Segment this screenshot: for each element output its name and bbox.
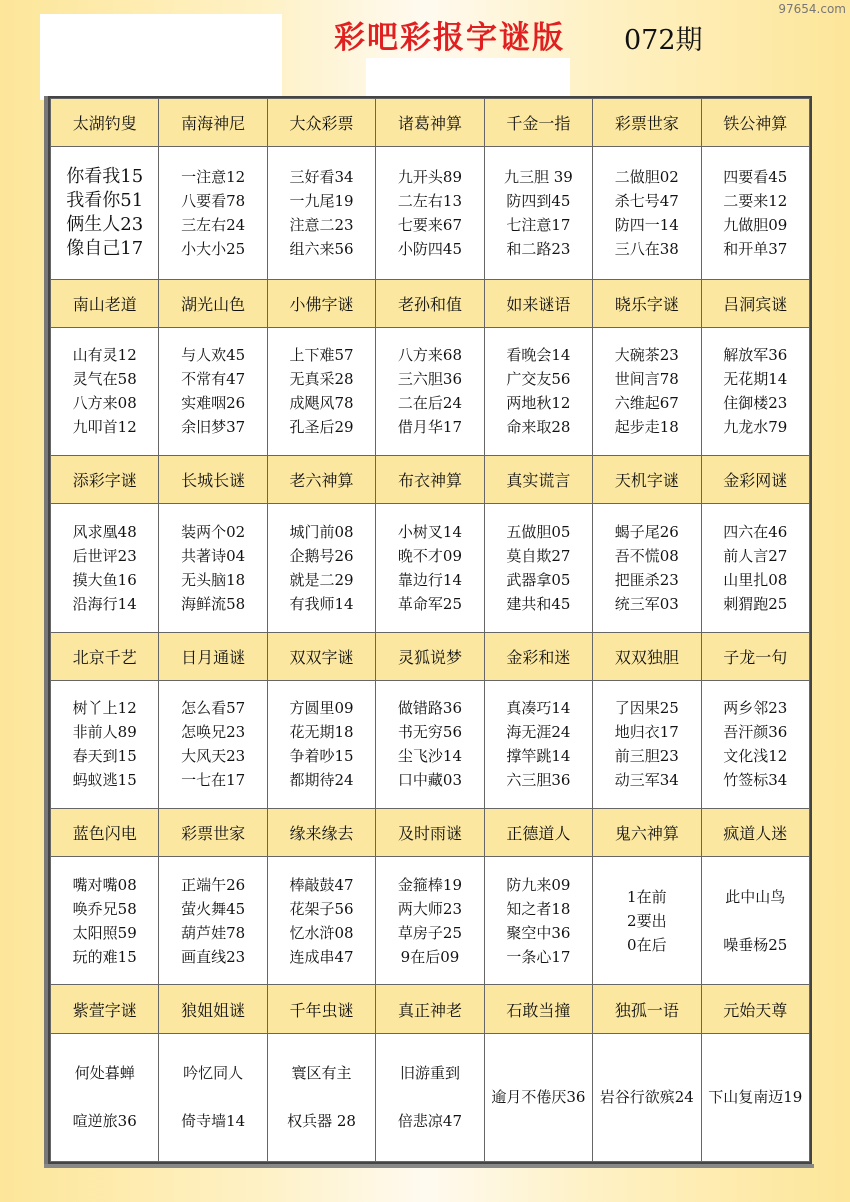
riddle-line: 前人言27	[723, 546, 788, 565]
column-author-name: 双双字谜	[267, 632, 375, 680]
column-author-name: 小佛字谜	[267, 279, 375, 327]
blank-panel-left	[40, 14, 282, 100]
riddle-line: 怎唤兄23	[181, 723, 246, 742]
riddle-cell	[593, 857, 701, 985]
riddle-cell	[701, 147, 809, 279]
riddle-line: 口中藏03	[397, 771, 463, 790]
riddle-line: 下山复南迈19	[708, 1088, 803, 1107]
riddle-line: 草房子25	[397, 923, 463, 942]
riddle-table-frame	[48, 96, 812, 1164]
riddle-table	[50, 98, 810, 1162]
header-row	[51, 279, 810, 327]
riddle-line: 城门前08	[289, 522, 354, 541]
riddle-line: 无头脑18	[181, 570, 246, 589]
site-watermark: 97654.com	[778, 2, 846, 16]
riddle-line: 倚寺墙14	[181, 1112, 246, 1131]
column-author-name: 缘来缘去	[267, 808, 375, 856]
riddle-line: 尘飞沙14	[397, 747, 463, 766]
riddle-line: 春天到15	[72, 747, 137, 766]
riddle-cell	[159, 504, 267, 632]
riddle-line: 何处暮蝉	[74, 1064, 135, 1083]
riddle-line: 小大小25	[181, 239, 246, 258]
riddle-line: 寰区有主	[291, 1064, 352, 1083]
riddle-line: 萤火舞45	[181, 899, 246, 918]
riddle-line: 我看你51	[66, 189, 144, 211]
column-author-name: 添彩字谜	[51, 456, 159, 504]
riddle-cell	[593, 504, 701, 632]
column-author-name: 元始天尊	[701, 985, 809, 1033]
riddle-line: 革命军25	[397, 594, 463, 613]
riddle-line: 八要看78	[181, 191, 246, 210]
riddle-cell	[376, 147, 484, 279]
riddle-line: 后世评23	[72, 546, 137, 565]
riddle-line: 二做胆02	[614, 167, 679, 186]
riddle-line: 吾不慌08	[614, 546, 679, 565]
column-author-name: 布衣神算	[376, 456, 484, 504]
riddle-line: 岩谷行欲殡24	[599, 1088, 694, 1107]
riddle-line: 看晚会14	[506, 346, 571, 365]
riddle-line: 9在后09	[400, 947, 460, 966]
riddle-row	[51, 327, 810, 455]
column-author-name: 石敢当撞	[484, 985, 592, 1033]
riddle-row	[51, 504, 810, 632]
riddle-line: 山里扎08	[723, 570, 788, 589]
column-author-name: 千年虫谜	[267, 985, 375, 1033]
riddle-line: 连成串47	[289, 947, 354, 966]
riddle-line: 起步走18	[614, 418, 679, 437]
riddle-line: 知之者18	[506, 899, 571, 918]
riddle-cell	[484, 327, 592, 455]
riddle-line: 六维起67	[614, 394, 679, 413]
riddle-cell	[376, 504, 484, 632]
column-author-name: 正德道人	[484, 808, 592, 856]
riddle-line: 九做胆09	[723, 215, 788, 234]
table-shadow-bottom	[44, 1164, 814, 1168]
riddle-line: 地归衣17	[614, 723, 679, 742]
riddle-cell	[701, 1033, 809, 1161]
riddle-line: 杀七号47	[614, 191, 679, 210]
riddle-line: 一七在17	[181, 771, 246, 790]
riddle-line: 八方来08	[72, 394, 137, 413]
riddle-row	[51, 1033, 810, 1161]
riddle-line: 统三军03	[614, 594, 679, 613]
riddle-cell	[593, 327, 701, 455]
riddle-line: 喧逆旅36	[72, 1112, 137, 1131]
riddle-cell	[701, 680, 809, 808]
column-author-name: 金彩网谜	[701, 456, 809, 504]
column-author-name: 真实谎言	[484, 456, 592, 504]
page-title: 彩吧彩报字谜版	[334, 20, 565, 56]
riddle-line: 武器拿05	[506, 570, 571, 589]
riddle-cell	[267, 680, 375, 808]
riddle-cell	[593, 1033, 701, 1161]
riddle-line: 吾汗颜36	[723, 723, 788, 742]
riddle-cell	[51, 1033, 159, 1161]
riddle-cell	[701, 327, 809, 455]
riddle-line: 刺猬跑25	[723, 594, 788, 613]
riddle-line: 七注意17	[506, 215, 571, 234]
riddle-line: 防九来09	[506, 875, 571, 894]
riddle-line: 广交友56	[506, 370, 571, 389]
column-author-name: 及时雨谜	[376, 808, 484, 856]
riddle-line: 无花期14	[723, 370, 788, 389]
riddle-cell	[267, 857, 375, 985]
column-author-name: 如来谜语	[484, 279, 592, 327]
riddle-cell	[159, 857, 267, 985]
line-gap	[376, 1085, 483, 1109]
riddle-line: 装两个02	[181, 522, 246, 541]
riddle-line: 余旧梦37	[181, 418, 246, 437]
riddle-line: 葫芦娃78	[181, 923, 246, 942]
issue-number: 072期	[624, 25, 703, 56]
riddle-line: 解放军36	[723, 346, 788, 365]
riddle-line: 与人欢45	[181, 346, 246, 365]
riddle-line: 沿海行14	[72, 594, 137, 613]
riddle-line: 防四到45	[506, 191, 571, 210]
column-author-name: 真正神老	[376, 985, 484, 1033]
column-author-name: 吕洞宾谜	[701, 279, 809, 327]
column-author-name: 日月通谜	[159, 632, 267, 680]
column-author-name: 诸葛神算	[376, 99, 484, 147]
riddle-line: 二在后24	[397, 394, 463, 413]
column-author-name: 湖光山色	[159, 279, 267, 327]
riddle-cell	[376, 680, 484, 808]
riddle-line: 海无涯24	[506, 723, 571, 742]
riddle-line: 非前人89	[72, 723, 137, 742]
riddle-line: 住御楼23	[723, 394, 788, 413]
riddle-line: 九龙水79	[723, 418, 788, 437]
riddle-line: 了因果25	[614, 699, 679, 718]
riddle-cell	[267, 1033, 375, 1161]
riddle-line: 0在后	[627, 935, 667, 954]
riddle-line: 此中山鸟	[725, 887, 786, 906]
column-author-name: 北京千艺	[51, 632, 159, 680]
riddle-line: 不常有47	[181, 370, 246, 389]
riddle-line: 做错路36	[397, 699, 463, 718]
riddle-line: 怎么看57	[181, 699, 246, 718]
riddle-line: 四六在46	[723, 522, 788, 541]
riddle-line: 吟忆同人	[183, 1064, 244, 1083]
riddle-line: 太阳照59	[72, 923, 137, 942]
riddle-row	[51, 680, 810, 808]
riddle-cell	[267, 504, 375, 632]
riddle-line: 你看我15	[66, 165, 144, 187]
riddle-line: 九叩首12	[72, 418, 137, 437]
riddle-line: 小防四45	[397, 239, 463, 258]
riddle-line: 防四一14	[614, 215, 679, 234]
riddle-line: 两地秋12	[506, 394, 571, 413]
column-author-name: 子龙一句	[701, 632, 809, 680]
riddle-cell	[51, 147, 159, 279]
riddle-cell	[376, 327, 484, 455]
column-author-name: 彩票世家	[593, 99, 701, 147]
column-author-name: 老六神算	[267, 456, 375, 504]
riddle-line: 权兵器 28	[287, 1112, 356, 1131]
riddle-line: 三好看34	[289, 167, 354, 186]
riddle-cell	[51, 680, 159, 808]
column-author-name: 大众彩票	[267, 99, 375, 147]
column-author-name: 紫萱字谜	[51, 985, 159, 1033]
riddle-line: 一九尾19	[289, 191, 354, 210]
riddle-line: 忆水浒08	[289, 923, 354, 942]
riddle-line: 逾月不倦厌36	[491, 1088, 586, 1107]
riddle-cell	[51, 504, 159, 632]
column-author-name: 狼姐姐谜	[159, 985, 267, 1033]
riddle-line: 四要看45	[723, 167, 788, 186]
riddle-line: 争着吵15	[289, 747, 354, 766]
header-row	[51, 985, 810, 1033]
riddle-line: 把匪杀23	[614, 570, 679, 589]
riddle-cell	[484, 680, 592, 808]
riddle-line: 前三胆23	[614, 747, 679, 766]
riddle-line: 八方来68	[397, 346, 463, 365]
riddle-cell	[267, 147, 375, 279]
riddle-line: 花架子56	[289, 899, 354, 918]
riddle-line: 和二路23	[506, 239, 571, 258]
line-gap	[159, 1085, 266, 1109]
riddle-line: 嘴对嘴08	[72, 875, 137, 894]
riddle-line: 2要出	[627, 911, 667, 930]
riddle-line: 大风天23	[181, 747, 246, 766]
riddle-row	[51, 147, 810, 279]
riddle-line: 俩生人23	[66, 213, 144, 235]
riddle-line: 像自己17	[66, 237, 144, 259]
header-row	[51, 808, 810, 856]
riddle-cell	[159, 680, 267, 808]
column-author-name: 千金一指	[484, 99, 592, 147]
column-author-name: 独孤一语	[593, 985, 701, 1033]
riddle-line: 两大师23	[397, 899, 463, 918]
riddle-line: 晚不才09	[397, 546, 463, 565]
riddle-line: 山有灵12	[72, 346, 137, 365]
riddle-cell	[159, 147, 267, 279]
riddle-line: 1在前	[627, 887, 667, 906]
riddle-line: 倍悲凉47	[397, 1112, 463, 1131]
column-author-name: 蓝色闪电	[51, 808, 159, 856]
riddle-cell	[51, 327, 159, 455]
column-author-name: 南海神尼	[159, 99, 267, 147]
riddle-line: 成飓风78	[289, 394, 354, 413]
column-author-name: 金彩和迷	[484, 632, 592, 680]
riddle-line: 唤乔兄58	[72, 899, 137, 918]
riddle-line: 九三胆 39	[503, 167, 573, 186]
riddle-cell	[593, 680, 701, 808]
riddle-cell	[159, 1033, 267, 1161]
column-author-name: 双双独胆	[593, 632, 701, 680]
riddle-cell	[593, 147, 701, 279]
riddle-line: 大碗茶23	[614, 346, 679, 365]
riddle-line: 真凑巧14	[506, 699, 571, 718]
riddle-line: 三左右24	[181, 215, 246, 234]
riddle-line: 正端午26	[181, 875, 246, 894]
header-row	[51, 99, 810, 147]
blank-panel-middle	[366, 58, 570, 100]
column-author-name: 天机字谜	[593, 456, 701, 504]
riddle-cell	[484, 147, 592, 279]
riddle-line: 世间言78	[614, 370, 679, 389]
header-row	[51, 632, 810, 680]
riddle-line: 棒敲鼓47	[289, 875, 354, 894]
riddle-line: 聚空中36	[506, 923, 571, 942]
riddle-cell	[51, 857, 159, 985]
riddle-line: 六三胆36	[506, 771, 571, 790]
riddle-line: 方圆里09	[289, 699, 354, 718]
riddle-cell	[376, 1033, 484, 1161]
riddle-line: 一注意12	[181, 167, 246, 186]
column-author-name: 灵狐说梦	[376, 632, 484, 680]
riddle-cell	[701, 504, 809, 632]
riddle-row	[51, 857, 810, 985]
riddle-line: 金箍棒19	[397, 875, 463, 894]
riddle-line: 九开头89	[397, 167, 463, 186]
riddle-line: 灵气在58	[72, 370, 137, 389]
riddle-line: 树丫上12	[72, 699, 137, 718]
riddle-line: 组六来56	[289, 239, 354, 258]
riddle-line: 二左右13	[397, 191, 463, 210]
column-author-name: 铁公神算	[701, 99, 809, 147]
line-gap	[702, 909, 809, 933]
riddle-line: 共著诗04	[181, 546, 246, 565]
column-author-name: 长城长谜	[159, 456, 267, 504]
column-author-name: 太湖钓叟	[51, 99, 159, 147]
riddle-line: 靠边行14	[397, 570, 463, 589]
riddle-line: 注意二23	[289, 215, 354, 234]
column-author-name: 鬼六神算	[593, 808, 701, 856]
riddle-line: 上下难57	[289, 346, 354, 365]
column-author-name: 彩票世家	[159, 808, 267, 856]
riddle-cell	[701, 857, 809, 985]
riddle-line: 无真采28	[289, 370, 354, 389]
riddle-line: 和开单37	[723, 239, 788, 258]
riddle-line: 二要来12	[723, 191, 788, 210]
riddle-line: 孔圣后29	[289, 418, 354, 437]
riddle-line: 玩的难15	[72, 947, 137, 966]
riddle-line: 三六胆36	[397, 370, 463, 389]
column-author-name: 疯道人迷	[701, 808, 809, 856]
riddle-cell	[159, 327, 267, 455]
riddle-cell	[484, 504, 592, 632]
riddle-line: 旧游重到	[399, 1064, 460, 1083]
column-author-name: 老孙和值	[376, 279, 484, 327]
riddle-line: 书无穷56	[397, 723, 463, 742]
riddle-line: 莫自欺27	[506, 546, 571, 565]
riddle-line: 企鹅号26	[289, 546, 354, 565]
header-row	[51, 456, 810, 504]
riddle-line: 实难咽26	[181, 394, 246, 413]
line-gap	[51, 1085, 158, 1109]
riddle-line: 竹签标34	[723, 771, 788, 790]
riddle-line: 文化浅12	[723, 747, 788, 766]
riddle-line: 五做胆05	[506, 522, 571, 541]
riddle-cell	[267, 327, 375, 455]
riddle-line: 撑竿跳14	[506, 747, 571, 766]
riddle-line: 三八在38	[614, 239, 679, 258]
riddle-line: 蝎子尾26	[614, 522, 679, 541]
riddle-line: 花无期18	[289, 723, 354, 742]
riddle-line: 风求凰48	[72, 522, 137, 541]
riddle-line: 命来取28	[506, 418, 571, 437]
riddle-line: 七要来67	[397, 215, 463, 234]
riddle-cell	[484, 857, 592, 985]
riddle-line: 建共和45	[506, 594, 571, 613]
riddle-line: 两乡邻23	[723, 699, 788, 718]
line-gap	[268, 1085, 375, 1109]
riddle-line: 一条心17	[506, 947, 571, 966]
column-author-name: 晓乐字谜	[593, 279, 701, 327]
riddle-line: 摸大鱼16	[72, 570, 137, 589]
riddle-cell	[376, 857, 484, 985]
riddle-line: 有我师14	[289, 594, 354, 613]
riddle-line: 海鲜流58	[181, 594, 246, 613]
riddle-line: 小树叉14	[397, 522, 463, 541]
riddle-line: 就是二29	[289, 570, 354, 589]
column-author-name: 南山老道	[51, 279, 159, 327]
riddle-line: 噪垂杨25	[723, 935, 788, 954]
riddle-line: 画直线23	[181, 947, 246, 966]
riddle-line: 蚂蚁逃15	[72, 771, 137, 790]
riddle-line: 借月华17	[397, 418, 463, 437]
riddle-line: 动三军34	[614, 771, 679, 790]
riddle-cell	[484, 1033, 592, 1161]
riddle-line: 都期待24	[289, 771, 354, 790]
